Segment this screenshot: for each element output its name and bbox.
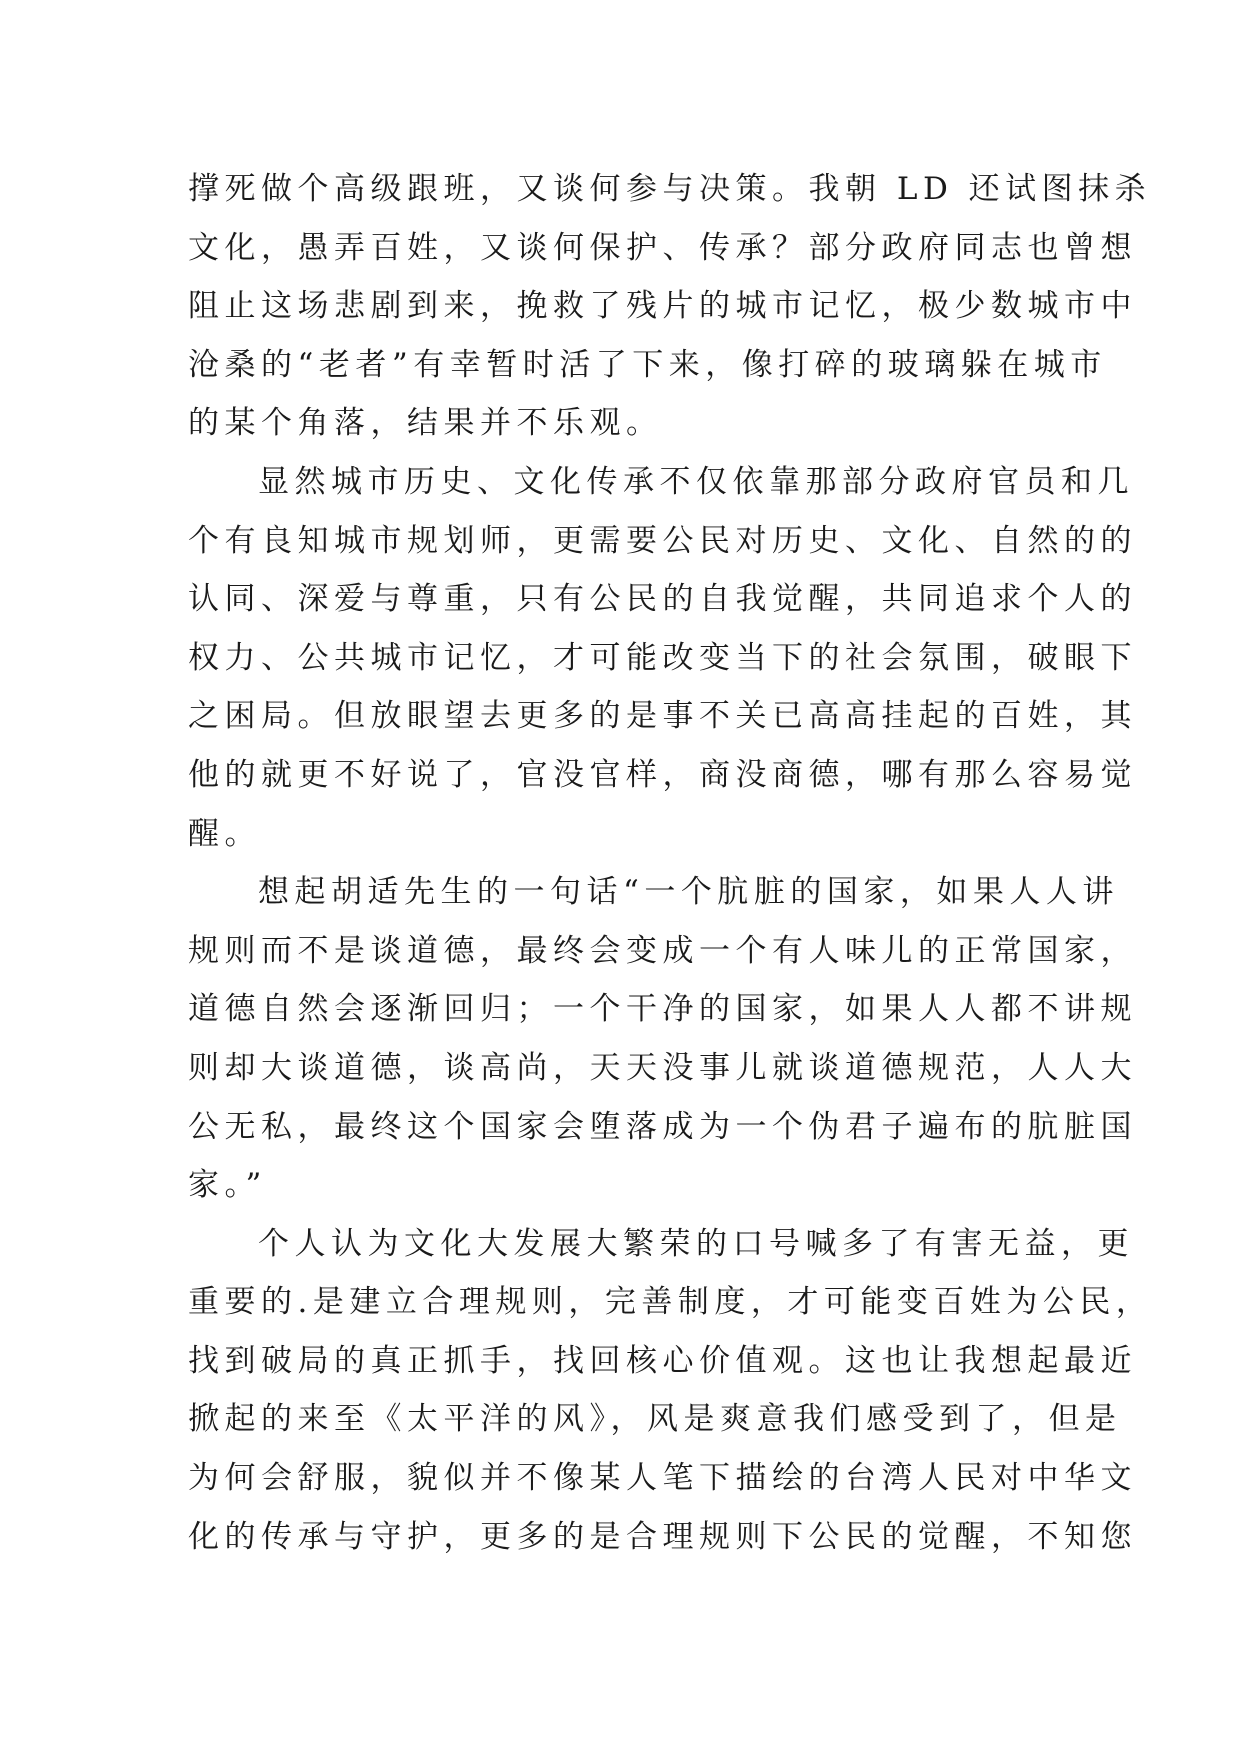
- paragraph-personal-view: [188, 1215, 1153, 1567]
- paragraph-hu-shi-quote: [188, 863, 1137, 1215]
- text-line: 的某个角落，结果并不乐观。: [188, 405, 663, 442]
- text-line: 文化，愚弄百姓，又谈何保护、传承？部分政府同志也曾想: [188, 229, 1137, 266]
- text-line: 重要的.是建立合理规则，完善制度，才可能变百姓为公民，: [188, 1284, 1153, 1321]
- text-line: 个有良知城市规划师，更需要公民对历史、文化、自然的的: [188, 522, 1137, 559]
- text-line: 公无私，最终这个国家会堕落成为一个伪君子遍布的肮脏国: [188, 1108, 1137, 1145]
- text-line: 沧桑的“老者”有幸暂时活了下来，像打碎的玻璃躲在城市: [188, 346, 1107, 383]
- text-line: 为何会舒服，貌似并不像某人笔下描绘的台湾人民对中华文: [188, 1460, 1137, 1497]
- document-body: [188, 160, 1153, 1566]
- paragraph-city-history: [188, 453, 1137, 863]
- text-line: 认同、深爱与尊重，只有公民的自我觉醒，共同追求个人的: [188, 581, 1137, 618]
- text-line: 家。”: [188, 1167, 267, 1204]
- text-line: 则却大谈道德，谈高尚，天天没事儿就谈道德规范，人人大: [188, 1049, 1137, 1086]
- text-line: 道德自然会逐渐回归；一个干净的国家，如果人人都不讲规: [188, 991, 1137, 1028]
- text-line: 规则而不是谈道德，最终会变成一个有人味儿的正常国家，: [188, 932, 1137, 969]
- paragraph-continuation: [188, 160, 1152, 453]
- text-line: 显然城市历史、文化传承不仅依靠那部分政府官员和几: [258, 463, 1134, 500]
- text-line: 他的就更不好说了，官没官样，商没商德，哪有那么容易觉: [188, 756, 1137, 793]
- text-line: 找到破局的真正抓手，找回核心价值观。这也让我想起最近: [188, 1342, 1137, 1379]
- text-line: 掀起的来至《太平洋的风》，风是爽意我们感受到了，但是: [188, 1401, 1122, 1438]
- text-line: 想起胡适先生的一句话“一个肮脏的国家，如果人人讲: [258, 874, 1119, 911]
- text-line: 醒。: [188, 815, 261, 852]
- text-line: 阻止这场悲剧到来，挽救了残片的城市记忆，极少数城市中: [188, 288, 1137, 325]
- text-line: 权力、公共城市记忆，才可能改变当下的社会氛围，破眼下: [188, 639, 1137, 676]
- text-line: 撑死做个高级跟班，又谈何参与决策。我朝 LD 还试图抹杀: [188, 171, 1152, 207]
- text-line: 之困局。但放眼望去更多的是事不关已高高挂起的百姓，其: [188, 698, 1137, 735]
- text-line: 个人认为文化大发展大繁荣的口号喊多了有害无益，更: [258, 1225, 1134, 1262]
- text-line: 化的传承与守护，更多的是合理规则下公民的觉醒，不知您: [188, 1518, 1137, 1555]
